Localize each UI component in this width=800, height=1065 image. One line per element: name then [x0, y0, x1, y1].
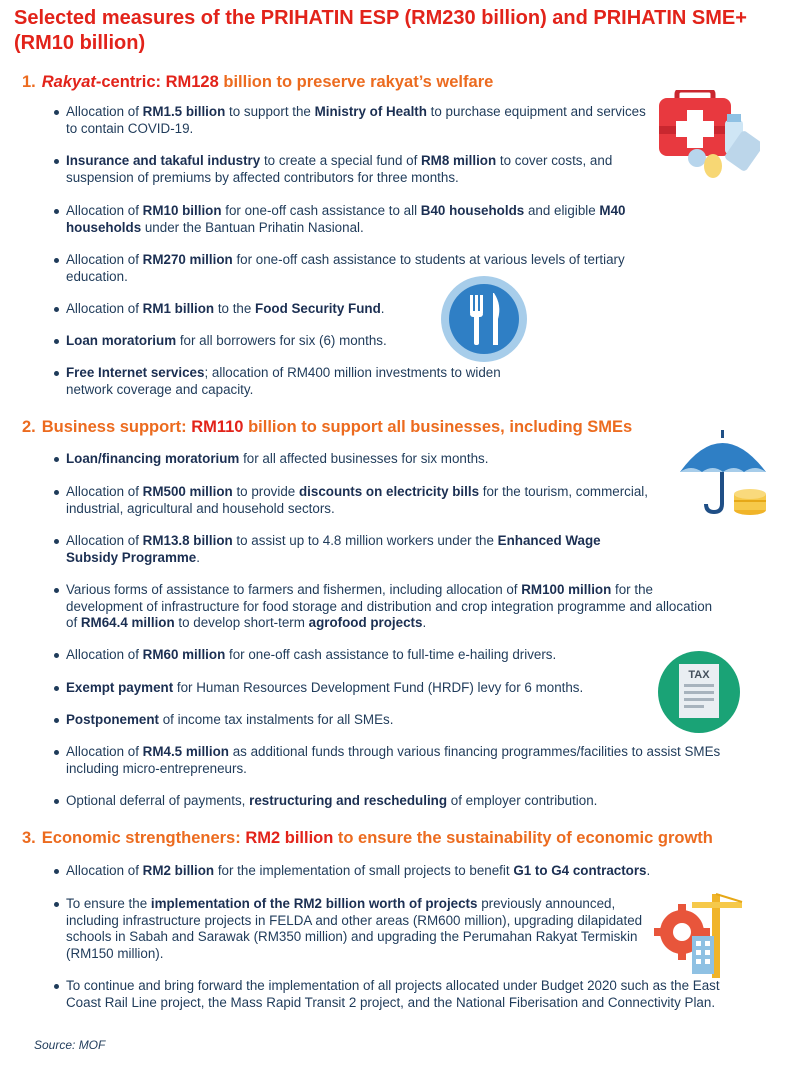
list-item: Optional deferral of payments, restructuring and rescheduling of employer contribution. [66, 793, 746, 810]
list-item: Allocation of RM10 billion for one-off cash assistance to all B40 households and eligible M40 households under the Bantuan Prihatin Nasional. [66, 203, 646, 236]
list-item: To ensure the implementation of the RM2 billion worth of projects previously announced, including infrastructure projects in FELDA and other areas (RM600 million), upgrading dilapidated schools in Sabah and Sarawak (RM350 million) and upgrading the Perumahan Rakyat Termiskin (RM150 million). [66, 896, 666, 962]
list-item: Allocation of RM500 million to provide discounts on electricity bills for the tourism, commercial, industrial, agricultural and household sectors. [66, 484, 696, 517]
section-number: 2. [22, 418, 36, 436]
list-item: Allocation of RM1.5 billion to support the Ministry of Health to purchase equipment and services to contain COVID-19. [66, 104, 646, 136]
list-item: Postponement of income tax instalments for all SMEs. [66, 712, 646, 729]
list-item: Exempt payment for Human Resources Development Fund (HRDF) levy for 6 months. [66, 680, 646, 697]
list-item: Free Internet services; allocation of RM400 million investments to widen network coverage and capacity. [66, 365, 546, 398]
list-item: Loan/financing moratorium for all affected businesses for six months. [66, 451, 656, 468]
section-heading-1: 1. Rakyat-centric: RM128 billion to preserve rakyat’s welfare [22, 73, 494, 91]
list-item: Allocation of RM270 million for one-off cash assistance to students at various levels of tertiary education. [66, 252, 671, 285]
list-item: To continue and bring forward the implementation of all projects allocated under Budget 2020 such as the East Coast Rail Line project, the Mass Rapid Transit 2 project, and the National Fiberisation and Connectivity Plan. [66, 978, 731, 1011]
section-heading-3: 3. Economic strengtheners: RM2 billion to ensure the sustainability of economic growth [22, 829, 713, 847]
construction-crane-gear-icon [652, 888, 744, 980]
source-note: Source: MOF [34, 1038, 106, 1052]
section-heading-2: 2. Business support: RM110 billion to support all businesses, including SMEs [22, 418, 633, 436]
list-item: Allocation of RM4.5 million as additional funds through various financing programmes/facilities to assist SMEs including micro-entrepreneurs. [66, 744, 746, 777]
list-item: Various forms of assistance to farmers and fishermen, including allocation of RM100 million for the development of infrastructure for food storage and distribution and crop integration programme and allocation of RM64.4 million to develop short-term agrofood projects. [66, 582, 726, 632]
list-item: Allocation of RM1 billion to the Food Security Fund. [66, 301, 426, 318]
svg-text:TAX: TAX [688, 669, 710, 681]
section-number: 1. [22, 73, 36, 91]
page-title: Selected measures of the PRIHATIN ESP (RM230 billion) and PRIHATIN SME+ (RM10 billion) [14, 7, 747, 54]
tax-document-icon [657, 650, 741, 734]
list-item: Allocation of RM13.8 billion to assist up to 4.8 million workers under the Enhanced Wage Subsidy Programme. [66, 533, 626, 566]
list-item: Allocation of RM60 million for one-off cash assistance to full-time e-hailing drivers. [66, 647, 646, 664]
list-item: Allocation of RM2 billion for the implementation of small projects to benefit G1 to G4 contractors. [66, 863, 746, 880]
umbrella-coins-icon [678, 428, 770, 520]
list-item: Insurance and takaful industry to create a special fund of RM8 million to cover costs, and suspension of premiums by affected contributors for three months. [66, 153, 651, 186]
section-number: 3. [22, 829, 36, 847]
list-item: Loan moratorium for all borrowers for six (6) months. [66, 333, 426, 350]
food-fork-knife-icon [440, 275, 528, 363]
medical-kit-icon [655, 90, 760, 182]
